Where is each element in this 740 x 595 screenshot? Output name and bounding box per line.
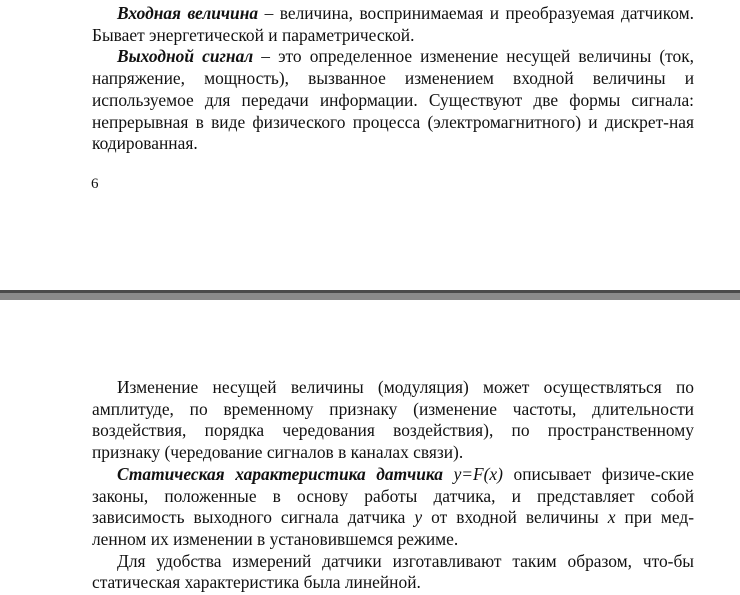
static-text-b: от входной величины xyxy=(422,507,608,528)
bottom-text-block xyxy=(92,377,694,594)
paragraph-static-characteristic xyxy=(92,464,694,551)
static-text-c: при мед-ленном их изменении в установившемся режиме. xyxy=(92,507,694,549)
term-static-characteristic: Статическая характеристика датчика xyxy=(117,463,443,484)
formula: y=F(x) xyxy=(453,463,503,484)
page-separator xyxy=(0,290,740,300)
term-output-signal: Выходной сигнал xyxy=(117,46,254,67)
paragraph-output-signal xyxy=(92,46,694,155)
static-text-a: описывает физиче-ские законы, положенные в основу работы датчика, и представляет собой зависимость выходного сигнала датчика xyxy=(92,463,694,528)
definition-input-quantity: – величина, воспринимаемая и преобразуемая датчиком. Бывает энергетической и параметрической. xyxy=(92,3,694,45)
paragraph-linearity: Для удобства измерений датчики изготавливают таким образом, что-бы статическая характеристика была линейной. xyxy=(92,550,694,593)
variable-y: у xyxy=(414,507,423,528)
term-input-quantity: Входная величина xyxy=(117,3,259,23)
top-page xyxy=(0,0,740,290)
paragraph-modulation: Изменение несущей величины (модуляция) может осуществляться по амплитуде, по временному признаку (изменение частоты, длительности воздействия, порядка чередования воздействия), по пространственному признаку (чередование сигналов в каналах связи). xyxy=(92,377,694,463)
paragraph-input-quantity xyxy=(92,3,694,46)
definition-output-signal: – это определенное изменение несущей величины (ток, напряжение, мощность), вызванное изменением входной величины и используемое для передачи информации. Существуют две формы сигнала: непрерывная в виде физического процесса (электромагнитного) и дискрет-ная кодированная. xyxy=(92,46,694,154)
variable-x: х xyxy=(607,507,616,528)
top-text-block xyxy=(92,3,694,155)
page-number: 6 xyxy=(91,176,99,192)
